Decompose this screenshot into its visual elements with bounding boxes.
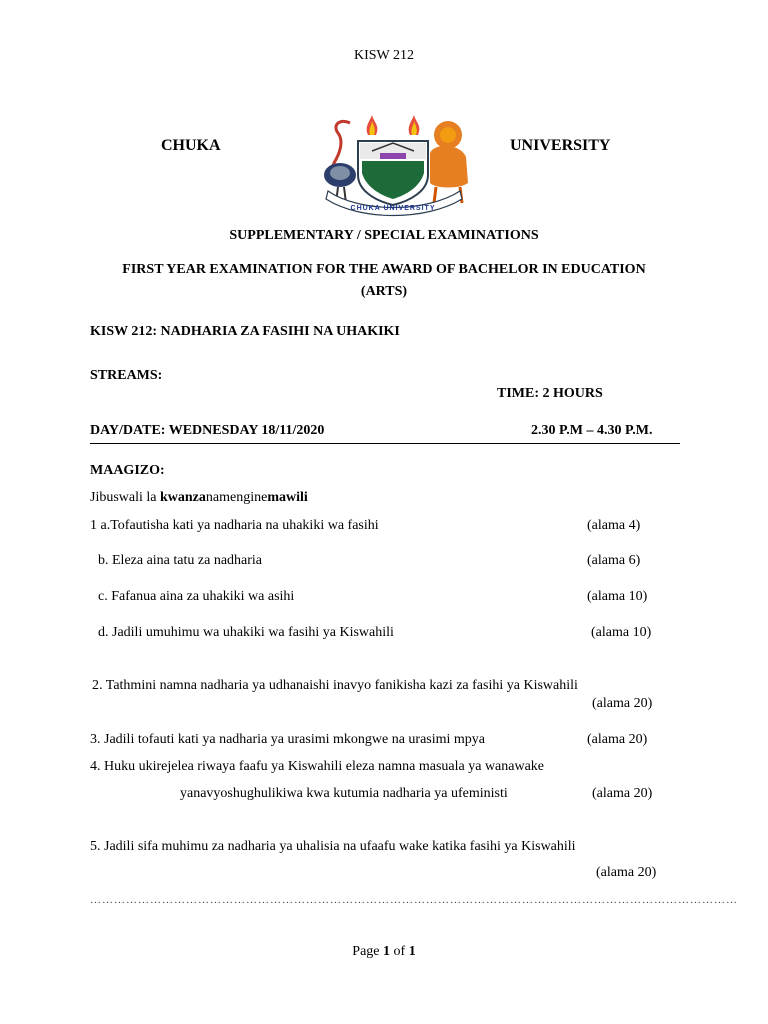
header-divider bbox=[90, 443, 680, 444]
exam-title-line2: (ARTS) bbox=[360, 284, 408, 299]
question-1c: c. Fafanua aina za uhakiki wa asihi bbox=[98, 589, 295, 604]
exam-type: SUPPLEMENTARY / SPECIAL EXAMINATIONS bbox=[229, 228, 539, 243]
page-number: Page 1 of 1 bbox=[352, 944, 416, 959]
question-5: 5. Jadili sifa muhimu za nadharia ya uhalisia na ufaafu wake katika fasihi ya Kiswahili bbox=[90, 839, 576, 854]
question-1d: d. Jadili umuhimu wa uhakiki wa fasihi ya Kiswahili bbox=[98, 625, 394, 640]
university-name-left: CHUKA bbox=[161, 137, 221, 154]
time-label: TIME: 2 HOURS bbox=[497, 386, 603, 401]
exam-title-line1: FIRST YEAR EXAMINATION FOR THE AWARD OF BACHELOR IN EDUCATION bbox=[122, 262, 646, 277]
question-1a-marks: (alama 4) bbox=[587, 518, 641, 533]
question-4-marks: (alama 20) bbox=[592, 786, 653, 801]
question-1b-marks: (alama 6) bbox=[587, 553, 641, 568]
end-dotted-line: ……………………………………………………………………………………………………………………………………………… bbox=[90, 894, 738, 906]
university-name-right: UNIVERSITY bbox=[510, 137, 611, 154]
question-1b: b. Eleza aina tatu za nadharia bbox=[98, 553, 263, 568]
question-4-continued: yanavyoshughulikiwa kwa kutumia nadharia ya ufeministi bbox=[180, 786, 508, 801]
question-4: 4. Huku ukirejelea riwaya faafu ya Kiswahili eleza namna masuala ya wanawake bbox=[90, 759, 545, 774]
question-2: 2. Tathmini namna nadharia ya udhanaishi inavyo fanikisha kazi za fasihi ya Kiswahili bbox=[92, 678, 578, 693]
question-3-marks: (alama 20) bbox=[587, 732, 648, 747]
university-crest-logo bbox=[310, 113, 475, 213]
course-title: KISW 212: NADHARIA ZA FASIHI NA UHAKIKI bbox=[90, 324, 400, 339]
question-2-marks: (alama 20) bbox=[592, 696, 653, 711]
time-range: 2.30 P.M – 4.30 P.M. bbox=[531, 423, 653, 438]
question-5-marks: (alama 20) bbox=[596, 865, 657, 880]
course-code-header: KISW 212 bbox=[353, 48, 415, 63]
date-label: DAY/DATE: WEDNESDAY 18/11/2020 bbox=[90, 423, 325, 438]
svg-text:CHUKA UNIVERSITY: CHUKA UNIVERSITY bbox=[350, 205, 436, 212]
question-3: 3. Jadili tofauti kati ya nadharia ya urasimi mkongwe na urasimi mpya bbox=[90, 732, 486, 747]
question-1c-marks: (alama 10) bbox=[587, 589, 648, 604]
instructions-heading: MAAGIZO: bbox=[90, 463, 165, 478]
streams-label: STREAMS: bbox=[90, 368, 163, 383]
question-1d-marks: (alama 10) bbox=[591, 625, 652, 640]
instructions-text: Jibuswali la kwanzanamenginemawili bbox=[90, 490, 308, 505]
question-1a: 1 a.Tofautisha kati ya nadharia na uhakiki wa fasihi bbox=[90, 518, 379, 533]
